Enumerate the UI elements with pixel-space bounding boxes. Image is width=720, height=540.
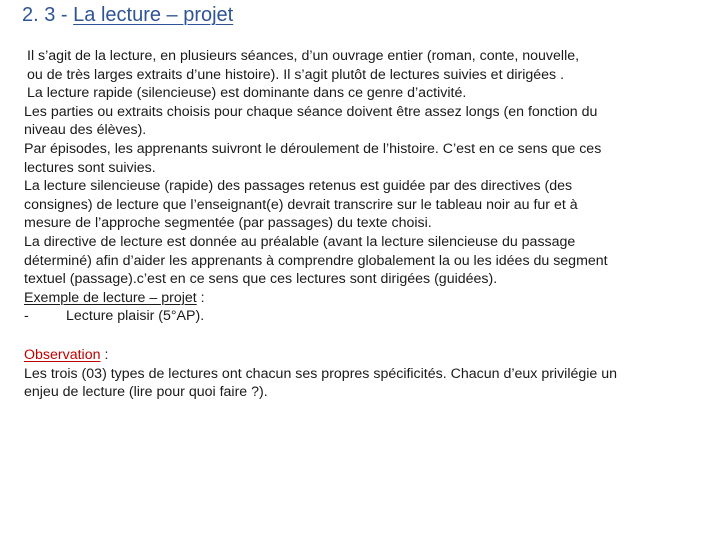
paragraph-3-line-2: lectures sont suivies. xyxy=(24,159,156,176)
paragraph-2-line-1: Les parties ou extraits choisis pour chaque séance doivent être assez longs (en fonction du xyxy=(24,103,598,120)
paragraph-1-line-1: Il s’agit de la lecture, en plusieurs séances, d’un ouvrage entier (roman, conte, nouvelle, xyxy=(27,48,580,64)
paragraph-4-line-2: consignes) de lecture que l’enseignant(e) devrait transcrire sur le tableau noir au fur et à xyxy=(24,196,578,213)
paragraph-1-line-2: ou de très larges extraits d’une histoire). Il s’agit plutôt de lectures suivies et dirigées . xyxy=(27,66,565,83)
document-body xyxy=(24,47,714,402)
paragraph-4-line-1: La lecture silencieuse (rapide) des passages retenus est guidée par des directives (des xyxy=(24,178,573,195)
paragraph-5-line-2: déterminé) afin d’aider les apprenants à comprendre globalement la ou les idées du segment xyxy=(24,252,608,269)
paragraph-5-line-3: textuel (passage).c’est en ce sens que ces lectures sont dirigées (guidées). xyxy=(24,271,498,288)
observation-heading-colon: : xyxy=(100,346,109,363)
section-title xyxy=(22,4,233,27)
paragraph-2-line-2: niveau des élèves). xyxy=(24,122,147,139)
paragraph-4-line-3: mesure de l’approche segmentée (par passages) du texte choisi. xyxy=(24,215,432,232)
observation-line-2: enjeu de lecture (lire pour quoi faire ?). xyxy=(24,384,268,401)
observation-heading-row xyxy=(24,346,714,365)
example-item-text: Lecture plaisir (5°AP). xyxy=(66,308,205,325)
example-heading-colon: : xyxy=(196,289,205,306)
example-heading: Exemple de lecture – projet xyxy=(24,289,197,306)
observation-heading: Observation xyxy=(24,346,101,363)
paragraph-1-line-3: La lecture rapide (silencieuse) est dominante dans ce genre d’activité. xyxy=(27,85,467,102)
dash-bullet: - xyxy=(24,308,29,325)
spacer xyxy=(24,326,714,346)
section-title-text: La lecture – projet xyxy=(73,4,234,26)
paragraph-3-line-1: Par épisodes, les apprenants suivront le déroulement de l’histoire. C’est en ce sens que ces xyxy=(24,140,602,157)
example-heading-row xyxy=(24,289,714,308)
paragraph-5-line-1: La directive de lecture est donnée au préalable (avant la lecture silencieuse du passage xyxy=(24,233,576,250)
section-number: 2. 3 - xyxy=(22,4,74,26)
observation-line-1: Les trois (03) types de lectures ont chacun ses propres spécificités. Chacun d’eux privilégie un xyxy=(24,365,618,382)
example-list-item xyxy=(24,307,714,326)
